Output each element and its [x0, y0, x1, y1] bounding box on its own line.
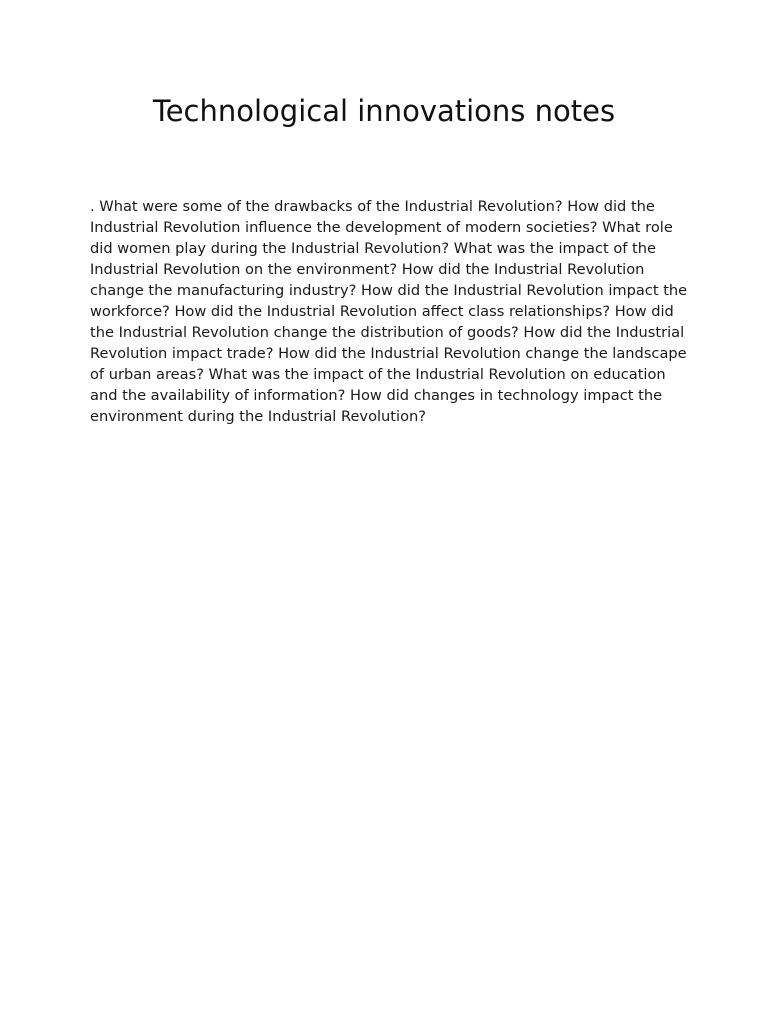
document-body-text: . What were some of the drawbacks of the Industrial Revolution? How did the Industrial Revolution influence the development of modern societies? What role did women play during the Industrial Revolution? What was the impact of the Industrial Revolution on the environment? How did the Industrial Revolution change the manufacturing industry? How did the Industrial Revolution impact the workforce? How did the Industrial Revolution affect class relationships? How did the Industrial Revolution change the distribution of goods? How did the Industrial Revolution impact trade? How did the Industrial Revolution change the landscape of urban areas? What was the impact of the Industrial Revolution on education and the availability of information? How did changes in technology impact the environment during the Industrial Revolution?	[90, 198, 688, 425]
document-title: Technological innovations notes	[152, 94, 616, 128]
